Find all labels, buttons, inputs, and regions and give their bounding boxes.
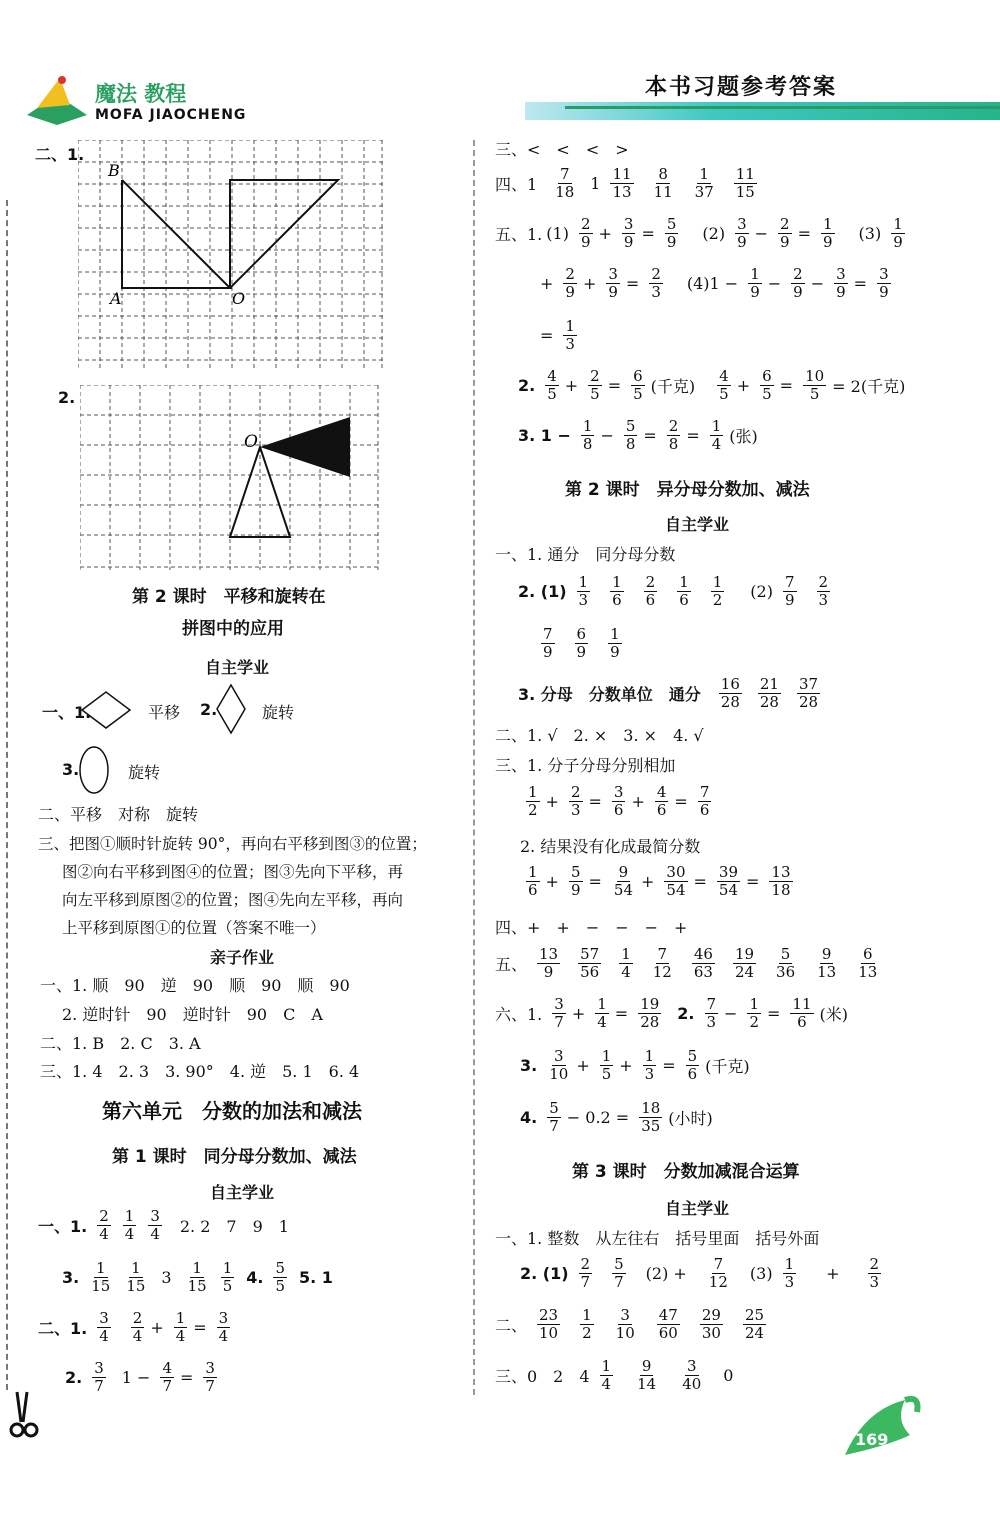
header-bar-line — [565, 106, 1000, 109]
answer-row: 1 2 + $\frac{2}{3}$ = $\frac{3}{6}$ + $\frac{4}{6}$ = $\frac{7}{6}$ — [528, 783, 710, 819]
answer-line: 二、1. B 2. C 3. A — [40, 1034, 201, 1053]
q-label: 3. — [62, 760, 80, 779]
answer-row: 3. 1 − $\frac{1}{8}$ − $\frac{5}{8}$ = $\frac{2}{8}$ = $\frac{1}{4}$ (张) — [518, 417, 758, 453]
page-header-title: 本书习题参考答案 — [645, 75, 838, 100]
answer-line: 2. 逆时针 90 逆时针 90 C A — [62, 1005, 323, 1024]
scissors-icon — [5, 1390, 45, 1440]
lesson-title-cont: 拼图中的应用 — [182, 619, 284, 639]
answer-text: 旋转 — [262, 703, 295, 722]
figure-grid-2 — [80, 385, 380, 570]
answer-line: 一、1. 通分 同分母分数 — [495, 545, 676, 564]
answer-row: 五、 13 9 57 56 1 4 7 12 46 63 19 24 5 36 9 13 6 13 — [495, 945, 878, 981]
answer-line: 二、平移 对称 旋转 — [38, 805, 199, 824]
rhombus-vertical-icon — [215, 683, 247, 735]
answer-line: 向左平移到原图②的位置；图④先向左平移，再向 — [62, 891, 404, 909]
answer-row: 四、1 7 18 1 11 13 8 11 1 37 11 15 — [495, 165, 755, 201]
label-A: A — [110, 289, 122, 308]
q-label: 二、1. — [35, 145, 85, 164]
column-divider — [473, 140, 475, 1395]
answer-row: + $\frac{2}{9}$ + $\frac{3}{9}$ = $\frac{2}{3}$ (4)1 − $\frac{1}{9}$ − $\frac{2}{9}$ − $\frac{3}{9}$ = $\frac{3}{9}$ — [540, 265, 889, 301]
section-heading: 自主学业 — [205, 658, 270, 677]
logo-book-icon — [22, 70, 92, 125]
q-label: 2. — [200, 700, 218, 719]
lesson-title: 第 2 课时 异分母分数加、减法 — [565, 480, 810, 500]
answer-row: 3. 分母 分数单位 通分 16 28 21 28 37 28 — [518, 675, 819, 711]
answer-row: 7 9 6 9 1 9 — [543, 625, 620, 661]
lesson-title: 第 2 课时 平移和旋转在 — [132, 587, 326, 607]
section-heading: 自主学业 — [665, 1199, 730, 1218]
section-heading: 亲子作业 — [210, 948, 275, 967]
answer-line: 四、+ + − − − + — [495, 918, 688, 937]
header-bar — [525, 102, 1000, 120]
wizard-hat-icon — [835, 1390, 925, 1460]
answer-row: 2. 4 5 + $\frac{2}{5}$ = $\frac{6}{5}$ (千克) 4 5 + $\frac{6}{5}$ = $\frac{10}{5}$ = 2(千克) — [518, 367, 906, 403]
lesson-title: 第 1 课时 同分母分数加、减法 — [112, 1147, 357, 1167]
answer-row: 三、0 2 4 1 4 9 14 3 40 0 — [495, 1357, 734, 1393]
answer-row: = $\frac{1}{3}$ — [540, 317, 575, 353]
answer-line: 图②向右平移到图④的位置；图③先向下平移，再 — [62, 863, 404, 881]
answer-line: 三、1. 分子分母分别相加 — [495, 756, 676, 775]
answer-row: 2. (1) 2 7 5 7 (2) + $\frac{7}{12}$ (3) 1 3 + $\frac{2}{3}$ — [520, 1255, 880, 1291]
section-heading: 自主学业 — [210, 1183, 275, 1202]
answer-line: 三、< < < > — [495, 140, 629, 159]
answer-text: 旋转 — [128, 763, 161, 782]
label-O: O — [232, 289, 246, 308]
answer-line: 2. 结果没有化成最简分数 — [520, 837, 701, 856]
section-heading: 自主学业 — [665, 515, 730, 534]
answer-line: 二、1. √ 2. × 3. × 4. √ — [495, 726, 704, 745]
unit-title: 第六单元 分数的加法和减法 — [102, 1099, 362, 1123]
ellipse-shape-icon — [78, 745, 110, 795]
answer-line: 三、把图①顺时针旋转 90°，再向右平移到图③的位置； — [38, 835, 427, 853]
answer-row: 二、1. 3 4 2 4 + $\frac{1}{4}$ = $\frac{3}{4}$ — [38, 1309, 229, 1345]
answer-text: 平移 — [148, 703, 181, 722]
answer-line: 一、1. 整数 从左往右 括号里面 括号外面 — [495, 1229, 820, 1248]
answer-row: 2. 3 7 1 − $\frac{4}{7}$ = $\frac{3}{7}$ — [65, 1359, 215, 1395]
q-label: 2. — [58, 388, 76, 407]
answer-row: 五、1. (1) 2 9 + $\frac{3}{9}$ = $\frac{5}{9}$ (2) 3 9 − $\frac{2}{9}$ = $\frac{1}{9}$ (3) 1 9 — [495, 215, 903, 251]
answer-line: 三、1. 4 2. 3 3. 90° 4. 逆 5. 1 6. 4 — [40, 1062, 360, 1081]
answer-row: 一、1. 2 4 1 4 3 4 2. 2 7 9 1 — [38, 1207, 289, 1243]
figure-grid-1 — [78, 140, 383, 370]
lesson-title: 第 3 课时 分数加减混合运算 — [572, 1162, 800, 1182]
answer-line: 一、1. 顺 90 逆 90 顺 90 顺 90 — [40, 976, 350, 995]
q-label: 一、1. — [42, 703, 92, 722]
logo — [22, 70, 92, 129]
page-number: 169 — [855, 1430, 889, 1449]
answer-row: 1 6 + $\frac{5}{9}$ = $\frac{9}{54}$ + $\frac{30}{54}$ = $\frac{39}{54}$ = $\frac{13}{18}$ — [528, 863, 791, 899]
answer-line: 上平移到原图①的位置（答案不唯一） — [62, 919, 326, 937]
answer-row: 二、 23 10 1 2 3 10 47 60 29 30 25 24 — [495, 1306, 765, 1342]
answer-row: 六、1. 3 7 + $\frac{1}{4}$ = $\frac{19}{28}$ 2. 7 3 − $\frac{1}{2}$ = $\frac{11}{6}$ (米) — [495, 995, 848, 1031]
answer-row: 2. (1) 1 3 1 6 2 6 1 6 1 2 (2) 7 9 2 3 — [518, 573, 829, 609]
answer-row: 3. 3 10 + $\frac{1}{5}$ + $\frac{1}{3}$ = $\frac{5}{6}$ (千克) — [520, 1047, 750, 1083]
logo-subtitle: MOFA JIAOCHENG — [95, 107, 247, 123]
rhombus-shape-icon — [80, 690, 132, 730]
answer-row: 4. 5 7 − 0.2 = $\frac{18}{35}$ (小时) — [520, 1099, 713, 1135]
cut-line — [6, 200, 8, 1390]
logo-text: 魔法 教程 — [95, 82, 187, 106]
answer-row: 3. 1 15 1 15 3 1 15 1 5 4. 5 5 5. 1 — [62, 1259, 333, 1295]
label-B: B — [108, 161, 120, 180]
label-O: O — [244, 432, 258, 452]
